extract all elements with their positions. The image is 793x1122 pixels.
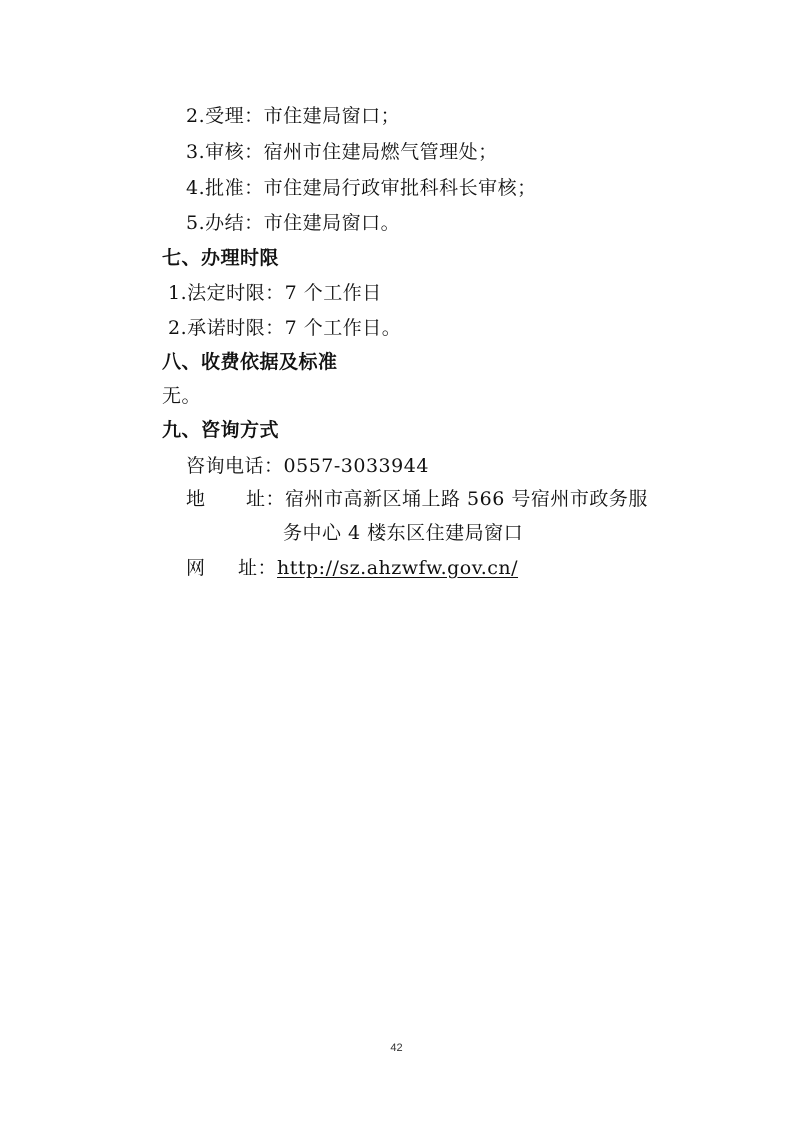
promised-time-limit: 2.承诺时限：7 个工作日。 [168,317,402,339]
statutory-time-limit: 1.法定时限：7 个工作日 [168,282,382,304]
address-label-char-2: 址： [246,488,286,510]
consultation-address [186,487,648,511]
page-number: 42 [390,1042,403,1054]
step-review: 3.审核：宿州市住建局燃气管理处； [186,141,498,163]
step-acceptance: 2.受理：市住建局窗口； [186,105,401,127]
website-label-char-1: 网 [186,557,206,579]
fees-body: 无。 [162,385,202,407]
step-approval: 4.批准：市住建局行政审批科科长审核； [186,177,537,199]
step-completion: 5.办结：市住建局窗口。 [186,212,401,234]
address-line-2: 务中心 4 楼东区住建局窗口 [283,522,524,544]
website-label-char-2: 址： [238,557,278,579]
phone-label: 咨询电话： [186,455,284,477]
consultation-phone [186,454,429,478]
address-label-char-1: 地 [186,488,206,510]
address-line-1: 宿州市高新区埇上路 566 号宿州市政务服 [285,488,648,510]
website-link[interactable]: http://sz.ahzwfw.gov.cn/ [277,557,519,579]
phone-number: 0557-3033944 [283,455,429,477]
consultation-website [186,556,518,580]
section-heading-fees: 八、收费依据及标准 [162,351,338,373]
section-heading-consultation: 九、咨询方式 [162,419,280,441]
section-heading-time-limit: 七、办理时限 [162,247,280,269]
